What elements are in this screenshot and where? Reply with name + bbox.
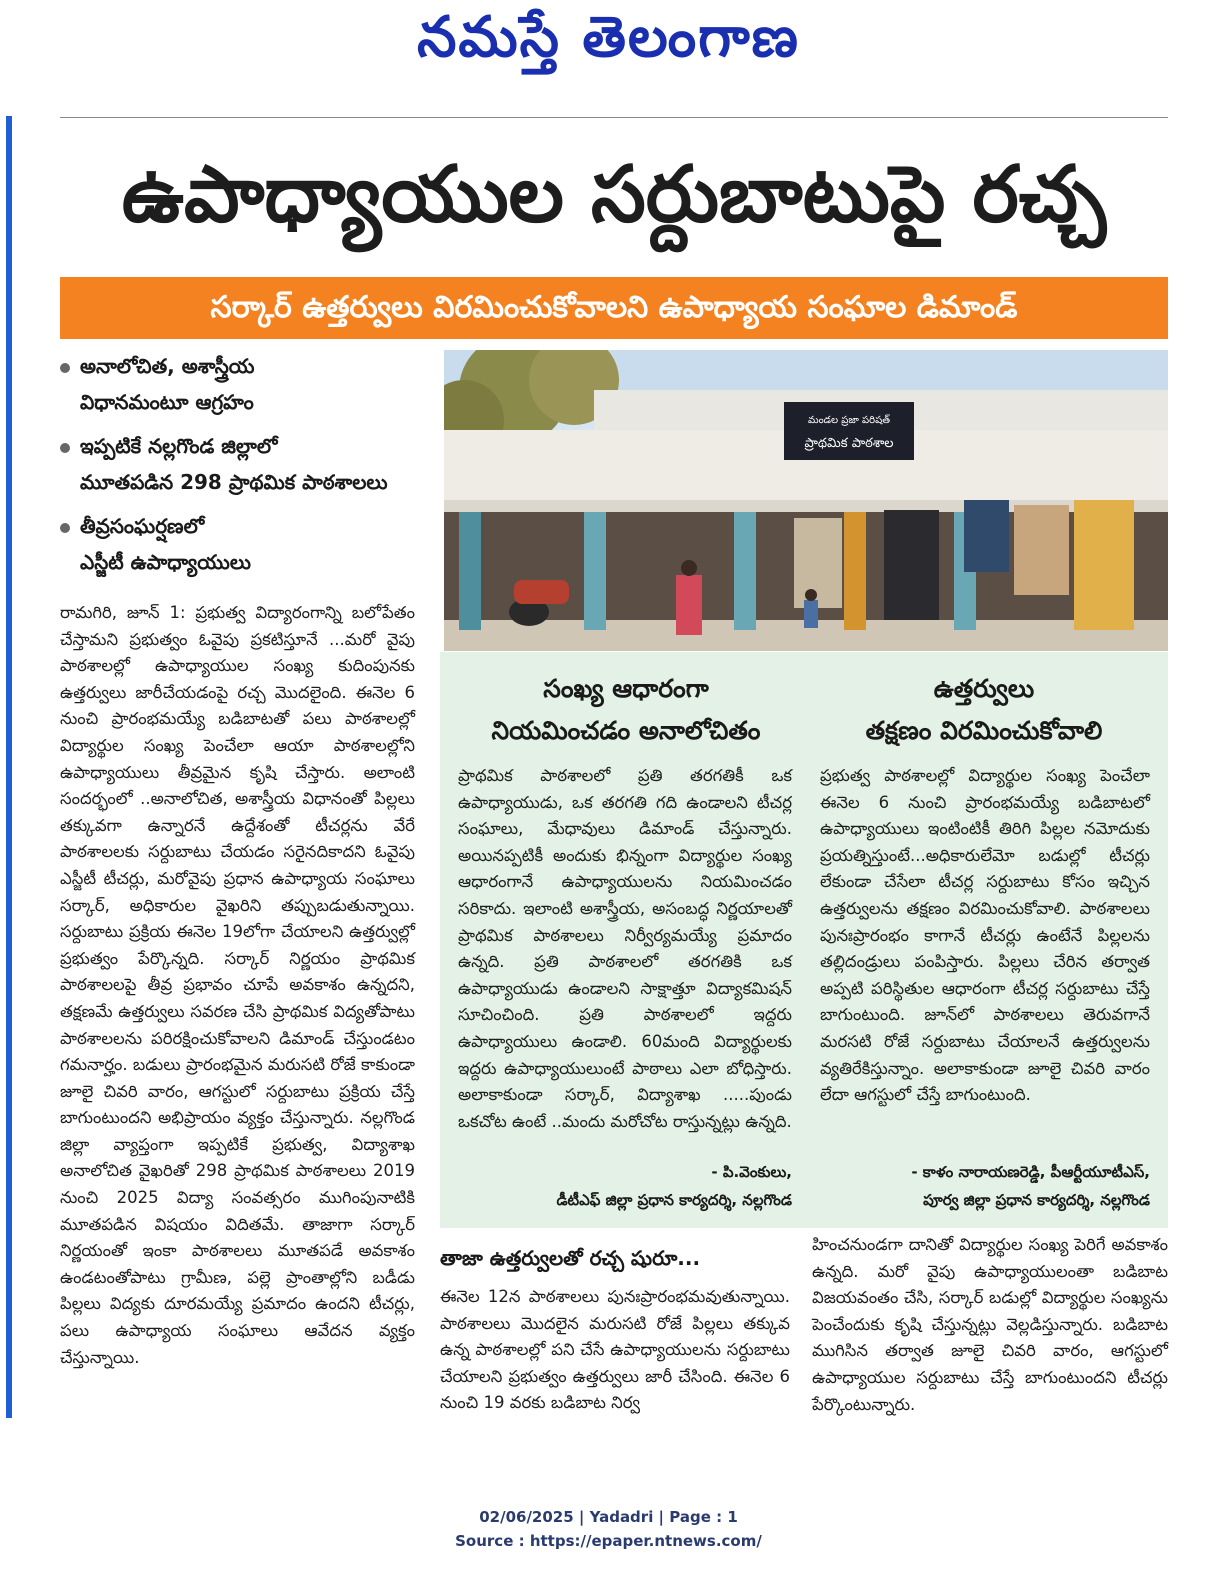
mid-sign-line2: డీటీఎఫ్ జిల్లా ప్రధాన కార్యదర్శి, నల్లగొండ: [556, 1191, 792, 1209]
right-article-signoff: [820, 1158, 1150, 1214]
mid-title-line2: నియమించడం అనాలోచితం: [491, 716, 761, 745]
bullet-dot-icon: [60, 523, 70, 533]
right-article-body: ప్రభుత్వ పాఠశాలల్లో విద్యార్థుల సంఖ్య పెంచేలా ఈనెల 6 నుంచి ప్రారంభమయ్యే బడిబాటలో ఉపాధ్యాయులు ఇంటింటికీ తిరిగి పిల్లల నమోదుకు ప్రయత్నిస్తుంటే...అధికారులేమో బడుల్లో టీచర్లు లేకుండా చేసేలా టీచర్ల సర్దుబాటు కోసం ఇచ్చిన ఉత్తర్వులను తక్షణం విరమించుకోవాలి. పాఠశాలలు పునఃప్రారంభం కాగానే టీచర్లు ఉంటేనే పిల్లలను తల్లిదండ్రులు పంపిస్తారు. పిల్లలు చేరిన తర్వాత అప్పటి పరిస్థితుల ఆధారంగా టీచర్ల సర్దుబాటు చేస్తే బాగుంటుంది. జూన్‌లో పాఠశాలలు తెరువగానే మరసటి రోజే సర్దుబాటు చేయాలనే ఉత్తర్వులను వ్యతిరేకిస్తున్నాం. అలాకాకుండా జూలై చివరి వారం లేదా ఆగస్టులో చేస్తే బాగుంటుంది.: [820, 766, 1150, 1105]
bullet-item: [60, 428, 420, 500]
right-title-line2: తక్షణం విరమించుకోవాలి: [865, 716, 1103, 745]
subheadline-banner: సర్కార్ ఉత్తర్వులు విరమించుకోవాలని ఉపాధ్యాయ సంఘాల డిమాండ్: [60, 277, 1168, 339]
mid-article-signoff: [458, 1158, 792, 1214]
bullet-line2: ఎస్జీటీ ఉపాధ్యాయులు: [80, 550, 251, 574]
bullet-item: [60, 348, 420, 420]
school-photo: [444, 350, 1168, 651]
bottom-right-body: హించనుండగా దానితో విద్యార్థుల సంఖ్య పెరిగే అవకాశం ఉన్నది. మరో వైపు ఉపాధ్యాయులంతా బడిబాట విజయవంతం చేసి, సర్కార్ బడుల్లో విద్యార్థుల సంఖ్యను పెంచేందుకు కృషి చేస్తున్నట్లు వెల్లడిస్తున్నారు. బడిబాట ముగిసిన తర్వాత జూలై చివరి వారం, ఆగస్టులో ఉపాధ్యాయుల సర్దుబాటు చేస్తే బాగుంటుందని టీచర్లు పేర్కొంటున్నారు.: [812, 1235, 1168, 1414]
bullet-dot-icon: [60, 443, 70, 453]
bullet-item: [60, 508, 420, 580]
mid-article-title: [458, 668, 794, 752]
masthead-logo: నమస్తే తెలంగాణ: [417, 4, 800, 70]
left-accent-rule: [6, 116, 12, 1418]
bullet-line2: మూతపడిన 298 ప్రాథమిక పాఠశాలలు: [80, 470, 388, 494]
bullet-dot-icon: [60, 363, 70, 373]
bullet-line2: విధానమంటూ ఆగ్రహం: [80, 390, 254, 414]
headline: ఉపాధ్యాయుల సర్దుబాటుపై రచ్చ: [121, 150, 1107, 240]
footer-date-edition: 02/06/2025 | Yadadri | Page : 1: [479, 1508, 738, 1526]
photo-sign-line1: మండల ప్రజా పరిషత్: [807, 415, 891, 426]
mid-title-line1: సంఖ్య ఆధారంగా: [543, 674, 709, 703]
mid-article-body: ప్రాథమిక పాఠశాలలో ప్రతి తరగతికీ ఒక ఉపాధ్యాయుడు, ఒక తరగతి గది ఉండాలని టీచర్ల సంఘాలు, మేధావులు డిమాండ్ చేస్తున్నారు. అయినప్పటికీ అందుకు భిన్నంగా విద్యార్థుల సంఖ్య ఆధారంగానే ఉపాధ్యాయులను నియమించడం సరికాదు. ఇలాంటి అశాస్త్రీయ, అసంబద్ధ నిర్ణయాలతో ప్రాథమిక పాఠశాలలు నిర్వీర్యమయ్యే ప్రమాదం ఉన్నది. ప్రతి పాఠశాలలో తరగతికి ఒక ఉపాధ్యాయుడు ఉండాలని సాక్షాత్తూ విద్యాకమిషన్ సూచించింది. ప్రతి పాఠశాలలో ఇద్దరు ఉపాధ్యాయులు ఉండాలి. 60మంది విద్యార్థులకు ఇద్దరు ఉపాధ్యాయులుంటే పాఠాలు ఎలా బోధిస్తారు. అలాకాకుండా సర్కార్, విద్యాశాఖ .....పుండు ఒకచోట ఉంటే ..మందు మరోచోట రాస్తున్నట్లు ఉన్నది.: [458, 766, 792, 1131]
photo-sign-line2: ప్రాథమిక పాఠశాల: [804, 436, 894, 451]
right-title-line1: ఉత్తర్వులు: [933, 674, 1035, 703]
bottom-mid-body: ఈనెల 12న పాఠశాలలు పునఃప్రారంభమవుతున్నాయి. పాఠశాలలు మొదలైన మరుసటి రోజే పిల్లలు తక్కువ ఉన్న పాఠశాలల్లో పని చేసే ఉపాధ్యాయులను సర్దుబాటు చేయాలని ప్రభుత్వం ఉత్తర్వులు జారీ చేసింది. ఈనెల 6 నుంచి 19 వరకు బడిబాట నిర్వ: [440, 1287, 790, 1413]
bullet-line1: తీవ్రసంఘర్షణలో: [80, 514, 205, 538]
bullet-line1: అనాలోచిత, అశాస్త్రీయ: [80, 354, 255, 378]
top-divider: [60, 117, 1168, 118]
right-sign-line1: - కాళం నారాయణరెడ్డి, పీఆర్టీయూటీఎస్,: [911, 1163, 1150, 1181]
bullet-line1: ఇప్పటికే నల్లగొండ జిల్లాలో: [80, 434, 278, 458]
footer-source-link[interactable]: Source : https://epaper.ntnews.com/: [455, 1532, 762, 1550]
highlight-bullets: [60, 348, 420, 588]
right-sign-line2: పూర్వ జిల్లా ప్రధాన కార్యదర్శి, నల్లగొండ: [923, 1191, 1150, 1209]
left-article-body: రామగిరి, జూన్ 1: ప్రభుత్వ విద్యారంగాన్ని బలోపేతం చేస్తామని ప్రభుత్వం ఓవైపు ప్రకటిస్తూనే ...మరో వైపు పాఠశాలల్లో ఉపాధ్యాయుల సంఖ్య కుదింపునకు ఉత్తర్వులు జారీచేయడంపై రచ్చ మొదలైంది. ఈనెల 6 నుంచి ప్రారంభమయ్యే బడిబాటతో పలు పాఠశాలల్లో విద్యార్థుల సంఖ్య పెంచేలా ఆయా పాఠశాలల్లోని ఉపాధ్యాయులు తీవ్రమైన కృషి చేస్తారు. అలాంటి సందర్భంలో ..అనాలోచిత, అశాస్త్రీయ విధానంతో పిల్లలు తక్కువగా ఉన్నారనే ఉద్దేశంతో టీచర్లను వేరే పాఠశాలలకు సర్దుబాటు చేయడం సరైనదికాదని ఓవైపు ఎస్జీటీ టీచర్లు, మరోవైపు ప్రధాన ఉపాధ్యాయ సంఘాలు సర్కార్, అధికారుల వైఖరిని తప్పుబడుతున్నాయి. సర్దుబాటు ప్రక్రియ ఈనెల 19లోగా చేయాలని ఉత్తర్వుల్లో ప్రభుత్వం పేర్కొన్నది. సర్కార్ నిర్ణయం ప్రాథమిక పాఠశాలలపై తీవ్ర ప్రభావం చూపే అవకాశం ఉన్నదని, తక్షణమే ఉత్తర్వులు సవరణ చేసి ప్రాథమిక విద్యతోపాటు పాఠశాలలను పరిరక్షించుకోవాలని డిమాండ్ చేస్తుండటం గమనార్హం. బడులు ప్రారంభమైన మరుసటి రోజే కాకుండా జూలై చివరి వారం, ఆగస్టులో సర్దుబాటు ప్రక్రియ చేస్తే బాగుంటుందని అభిప్రాయం వ్యక్తం చేస్తున్నారు. నల్లగొండ జిల్లా వ్యాప్తంగా ఇప్పటికే ప్రభుత్వ, విద్యాశాఖ అనాలోచిత వైఖరితో 298 ప్రాథమిక పాఠశాలలు 2019 నుంచి 2025 విద్యా సంవత్సరం ముగింపునాటికి మూతపడిన విషయం విదితమే. తాజాగా సర్కార్ నిర్ణయంతో ఇంకా పాఠశాలలు మూతపడే అవకాశం ఉండటంతోపాటు గ్రామీణ, పల్లె ప్రాంతాల్లోని బడీడు పిల్లలు విద్యకు దూరమయ్యే ప్రమాదం ఉందని టీచర్లు, పలు ఉపాధ్యాయ సంఘాలు ఆవేదన వ్యక్తం చేస్తున్నాయి.: [60, 603, 415, 1367]
section-subheading: తాజా ఉత్తర్వులతో రచ్చ షురూ...: [440, 1246, 701, 1270]
mid-sign-line1: - పి.వెంకులు,: [711, 1163, 792, 1181]
page-footer: [0, 1505, 1217, 1553]
right-article-title: [816, 668, 1152, 752]
